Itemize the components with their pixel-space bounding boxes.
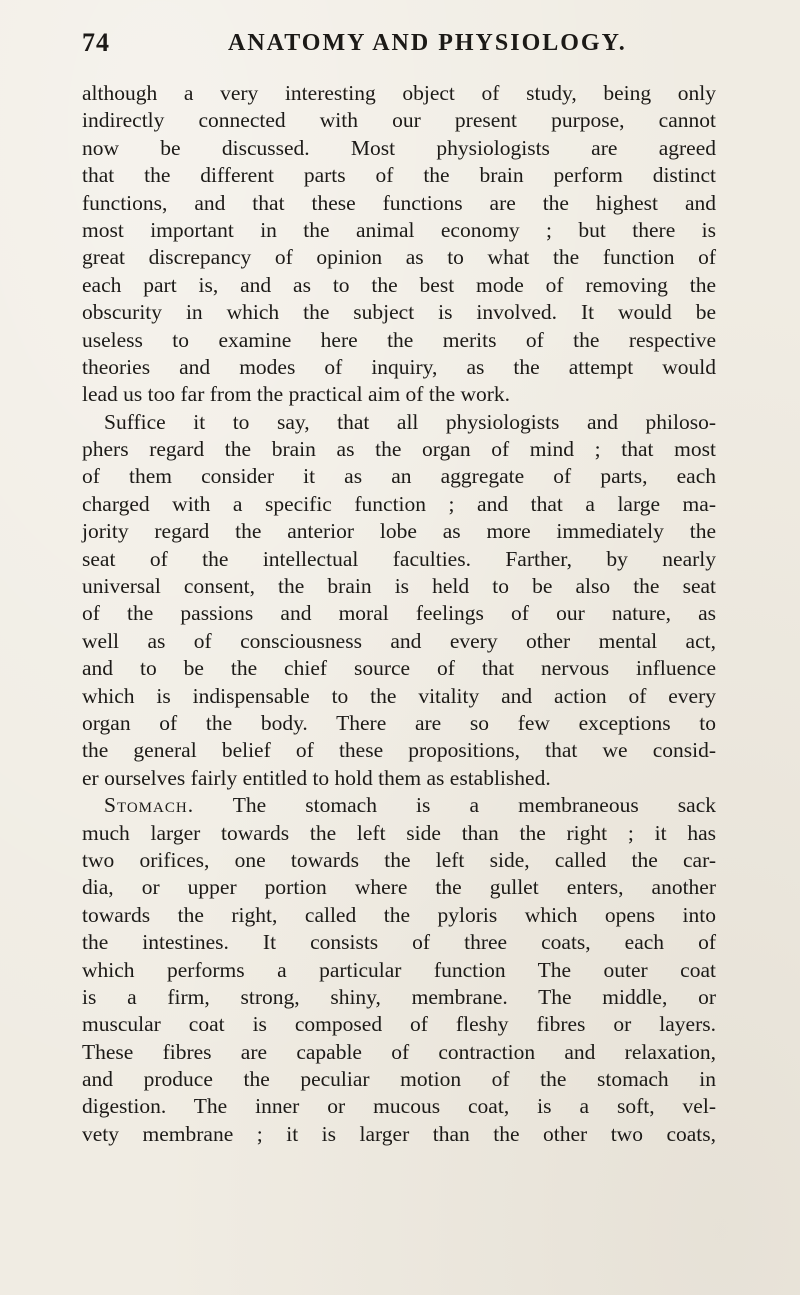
- text-line: indirectly connected with our present purpose, cannot: [82, 108, 716, 133]
- running-title: ANATOMY AND PHYSIOLOGY.: [228, 30, 627, 56]
- running-head: [82, 22, 722, 62]
- text-line: These fibres are capable of contraction and relaxation,: [82, 1039, 716, 1064]
- text-line: dia, or upper portion where the gullet enters, another: [82, 875, 716, 900]
- page-number: 74: [82, 28, 110, 57]
- text-line: and to be the chief source of that nervous influence: [82, 656, 716, 681]
- text-line: functions, and that these functions are the highest and: [82, 190, 716, 215]
- text-line-with-heading: [82, 792, 716, 819]
- text-line: two orifices, one towards the left side, called the car-: [82, 847, 716, 872]
- text-line: and produce the peculiar motion of the stomach in: [82, 1067, 716, 1092]
- text-line: theories and modes of inquiry, as the attempt would: [82, 354, 716, 379]
- text-line: jority regard the anterior lobe as more immediately the: [82, 519, 716, 544]
- text-line: is a firm, strong, shiny, membrane. The middle, or: [82, 984, 716, 1009]
- text-line: of the passions and moral feelings of our nature, as: [82, 601, 716, 626]
- text-line: now be discussed. Most physiologists are agreed: [82, 135, 716, 160]
- text-line: muscular coat is composed of fleshy fibres or layers.: [82, 1012, 716, 1037]
- text-line: obscurity in which the subject is involved. It would be: [82, 300, 716, 325]
- text-line: Suffice it to say, that all physiologists and philoso-: [104, 409, 716, 434]
- text-line: great discrepancy of opinion as to what the function of: [82, 245, 716, 270]
- text-line: universal consent, the brain is held to be also the seat: [82, 574, 716, 599]
- section-heading: Stomach.: [104, 793, 195, 818]
- text-line: much larger towards the left side than the right ; it has: [82, 820, 716, 845]
- text-line: seat of the intellectual faculties. Farther, by nearly: [82, 546, 716, 571]
- text-line: vety membrane ; it is larger than the other two coats,: [82, 1121, 716, 1146]
- text-line: well as of consciousness and every other mental act,: [82, 628, 716, 653]
- text-line: each part is, and as to the best mode of removing the: [82, 272, 716, 297]
- text-line: organ of the body. There are so few exceptions to: [82, 710, 716, 735]
- body-text: [82, 80, 716, 1148]
- text-line: the general belief of these propositions, that we consid-: [82, 738, 716, 763]
- text-line: useless to examine here the merits of the respective: [82, 327, 716, 352]
- text-line: that the different parts of the brain perform distinct: [82, 163, 716, 188]
- text-line: phers regard the brain as the organ of mind ; that most: [82, 437, 716, 462]
- text-line: which performs a particular function The outer coat: [82, 957, 716, 982]
- text-line: the intestines. It consists of three coats, each of: [82, 930, 716, 955]
- text-line: charged with a specific function ; and that a large ma-: [82, 491, 716, 516]
- text-line: digestion. The inner or mucous coat, is a soft, vel-: [82, 1094, 716, 1119]
- text-line: lead us too far from the practical aim of the work.: [82, 382, 511, 407]
- text-line: towards the right, called the pyloris which opens into: [82, 902, 716, 927]
- text-line: which is indispensable to the vitality and action of every: [82, 683, 716, 708]
- text-line: of them consider it as an aggregate of parts, each: [82, 464, 716, 489]
- text-line: er ourselves fairly entitled to hold them as established.: [82, 765, 551, 790]
- text-line: most important in the animal economy ; but there is: [82, 217, 716, 242]
- text-line: although a very interesting object of study, being only: [82, 81, 716, 105]
- section-heading-text: The stomach is a membraneous sack: [232, 793, 716, 818]
